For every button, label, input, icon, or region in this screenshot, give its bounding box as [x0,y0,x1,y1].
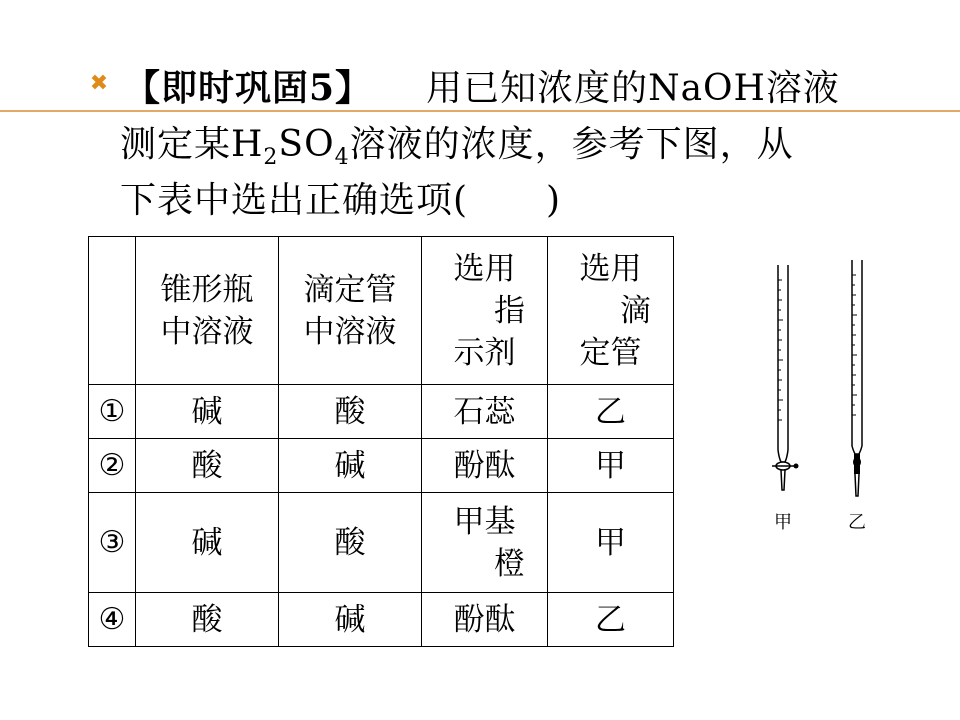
question-line-3 [120,173,924,229]
burette-solution: 碱 [279,593,422,647]
question-line-2 [120,117,924,173]
row-number: ④ [89,593,136,647]
header-cell-indicator: 选用 指 示剂 [422,237,548,385]
indicator: 石蕊 [422,385,548,439]
base-burette-icon [852,260,862,496]
burette-type: 甲 [548,493,674,593]
flask-solution: 酸 [136,439,279,493]
question-line-3-post: ) [546,180,562,221]
flask-solution: 酸 [136,593,279,647]
subscript-2: 2 [263,145,279,170]
row-number: ② [89,439,136,493]
label-yi: 乙 [848,512,866,533]
question-line-1-text: 用已知浓度的NaOH溶液 [426,68,840,109]
acid-burette-icon [772,265,799,490]
header-cell-burette-solution: 滴定管 中溶液 [279,237,422,385]
flask-solution: 碱 [136,493,279,593]
burettes-drawing [760,250,880,540]
question-line-2-pre: 测定某H [120,124,264,165]
question-line-2-post: 溶液的浓度，参考下图，从 [349,124,794,165]
row-number: ① [89,385,136,439]
subscript-4: 4 [334,145,350,170]
burette-figure [760,250,880,540]
table-row [89,439,674,493]
question-line-3-pre: 下表中选出正确选项( [120,180,469,221]
label-jia: 甲 [774,512,792,533]
header-cell-tube: 选用 滴 定管 [548,237,674,385]
burette-solution: 酸 [279,493,422,593]
table-row [89,385,674,439]
burette-solution: 碱 [279,439,422,493]
table-row [89,593,674,647]
indicator: 酚酞 [422,593,548,647]
burette-solution: 酸 [279,385,422,439]
row-number: ③ [89,493,136,593]
burette-type: 乙 [548,385,674,439]
question-stem [120,60,924,229]
flask-solution: 碱 [136,385,279,439]
table-header-row [89,237,674,385]
question-title: 【即时巩固5】 [124,67,373,109]
burette-type: 乙 [548,593,674,647]
indicator: 甲基 橙 [422,493,548,593]
burette-type: 甲 [548,439,674,493]
question-line-2-mid: SO [278,124,335,165]
header-cell-flask: 锥形瓶 中溶液 [136,237,279,385]
indicator: 酚酞 [422,439,548,493]
header-cell-index [89,237,136,385]
table-row [89,493,674,593]
x-bullet-icon: ✖ [89,71,109,96]
question-line-1 [124,60,924,117]
options-table [88,236,674,647]
